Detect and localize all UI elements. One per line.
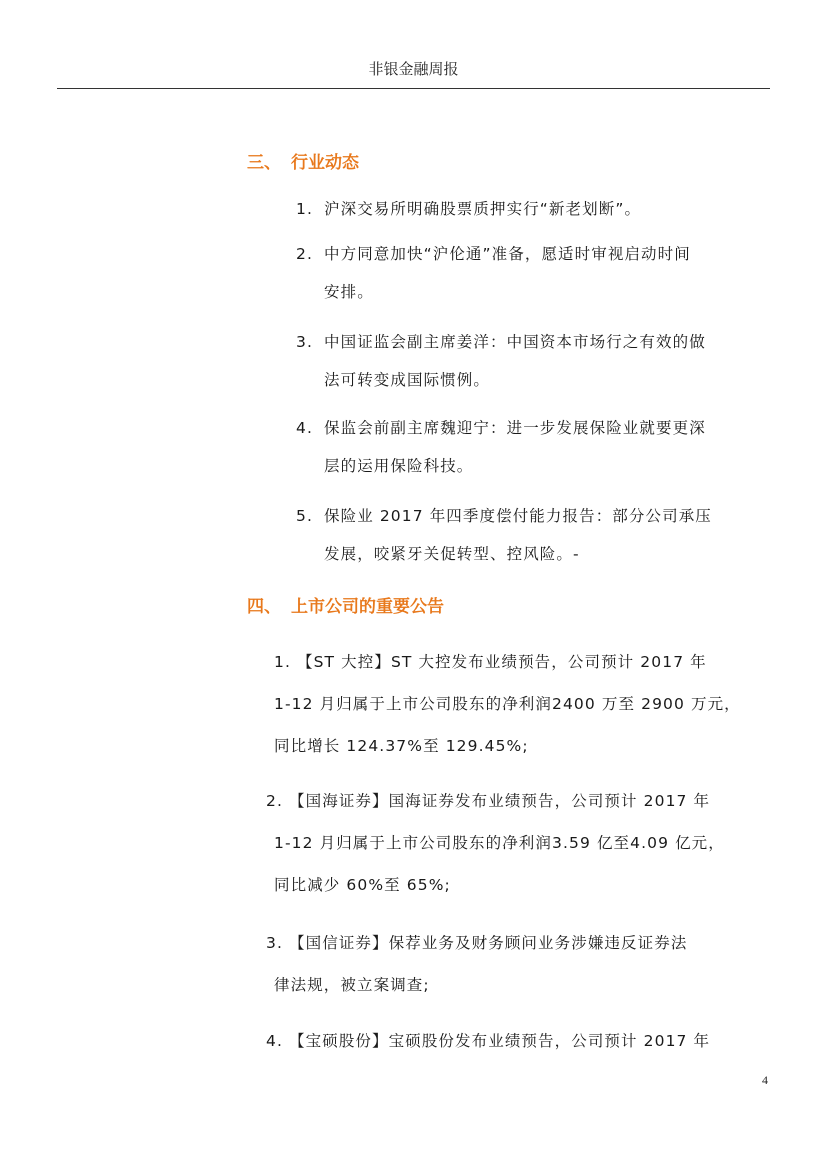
item-text: 保险业 2017 年四季度偿付能力报告：部分公司承压	[324, 507, 712, 525]
item-text-cont: 律法规，被立案调查;	[274, 976, 430, 994]
item-number: 5.	[296, 507, 313, 525]
item-text-cont: 层的运用保险科技。	[324, 457, 474, 475]
running-header: 非银金融周报	[368, 60, 459, 78]
item-number: 2.	[296, 245, 313, 263]
item-text-cont: 安排。	[324, 283, 374, 301]
section-title: 上市公司的重要公告	[291, 597, 444, 617]
item-number: 1.	[296, 200, 313, 218]
item-text: 1. 【ST 大控】ST 大控发布业绩预告，公司预计 2017 年	[274, 653, 707, 671]
list-item	[296, 190, 641, 228]
item-text: 4. 【宝硕股份】宝硕股份发布业绩预告，公司预计 2017 年	[266, 1032, 711, 1050]
announcement-item	[266, 780, 725, 906]
item-text: 沪深交易所明确股票质押实行“新老划断”。	[324, 200, 642, 218]
list-item	[296, 409, 706, 485]
header-rule	[57, 88, 770, 89]
item-text: 中国证监会副主席姜洋：中国资本市场行之有效的做	[324, 333, 706, 351]
item-text: 中方同意加快“沪伦通”准备，愿适时审视启动时间	[324, 245, 691, 263]
section-heading-industry	[247, 148, 359, 173]
section-number: 三、	[247, 153, 281, 173]
list-item	[296, 323, 706, 399]
section-heading-announcements	[247, 592, 444, 617]
item-text-cont: 发展，咬紧牙关促转型、控风险。-	[324, 545, 580, 563]
item-number: 3.	[296, 333, 313, 351]
section-title: 行业动态	[291, 153, 359, 173]
list-item	[296, 235, 691, 311]
page-number: 4	[762, 1073, 768, 1087]
item-text-cont: 1-12 月归属于上市公司股东的净利润2400 万至 2900 万元，	[274, 695, 741, 713]
list-item	[296, 497, 712, 573]
item-text-cont: 法可转变成国际惯例。	[324, 371, 491, 389]
item-text-cont: 同比减少 60%至 65%;	[274, 876, 451, 894]
item-text-cont: 1-12 月归属于上市公司股东的净利润3.59 亿至4.09 亿元，	[274, 834, 725, 852]
announcement-item	[266, 922, 687, 1006]
announcement-item	[266, 1020, 710, 1062]
announcement-item	[274, 641, 741, 767]
item-text: 2. 【国海证券】国海证券发布业绩预告，公司预计 2017 年	[266, 792, 711, 810]
section-number: 四、	[247, 597, 281, 617]
item-text: 3. 【国信证券】保荐业务及财务顾问业务涉嫌违反证券法	[266, 934, 688, 952]
item-number: 4.	[296, 419, 313, 437]
item-text-cont: 同比增长 124.37%至 129.45%;	[274, 737, 529, 755]
item-text: 保监会前副主席魏迎宁：进一步发展保险业就要更深	[324, 419, 706, 437]
